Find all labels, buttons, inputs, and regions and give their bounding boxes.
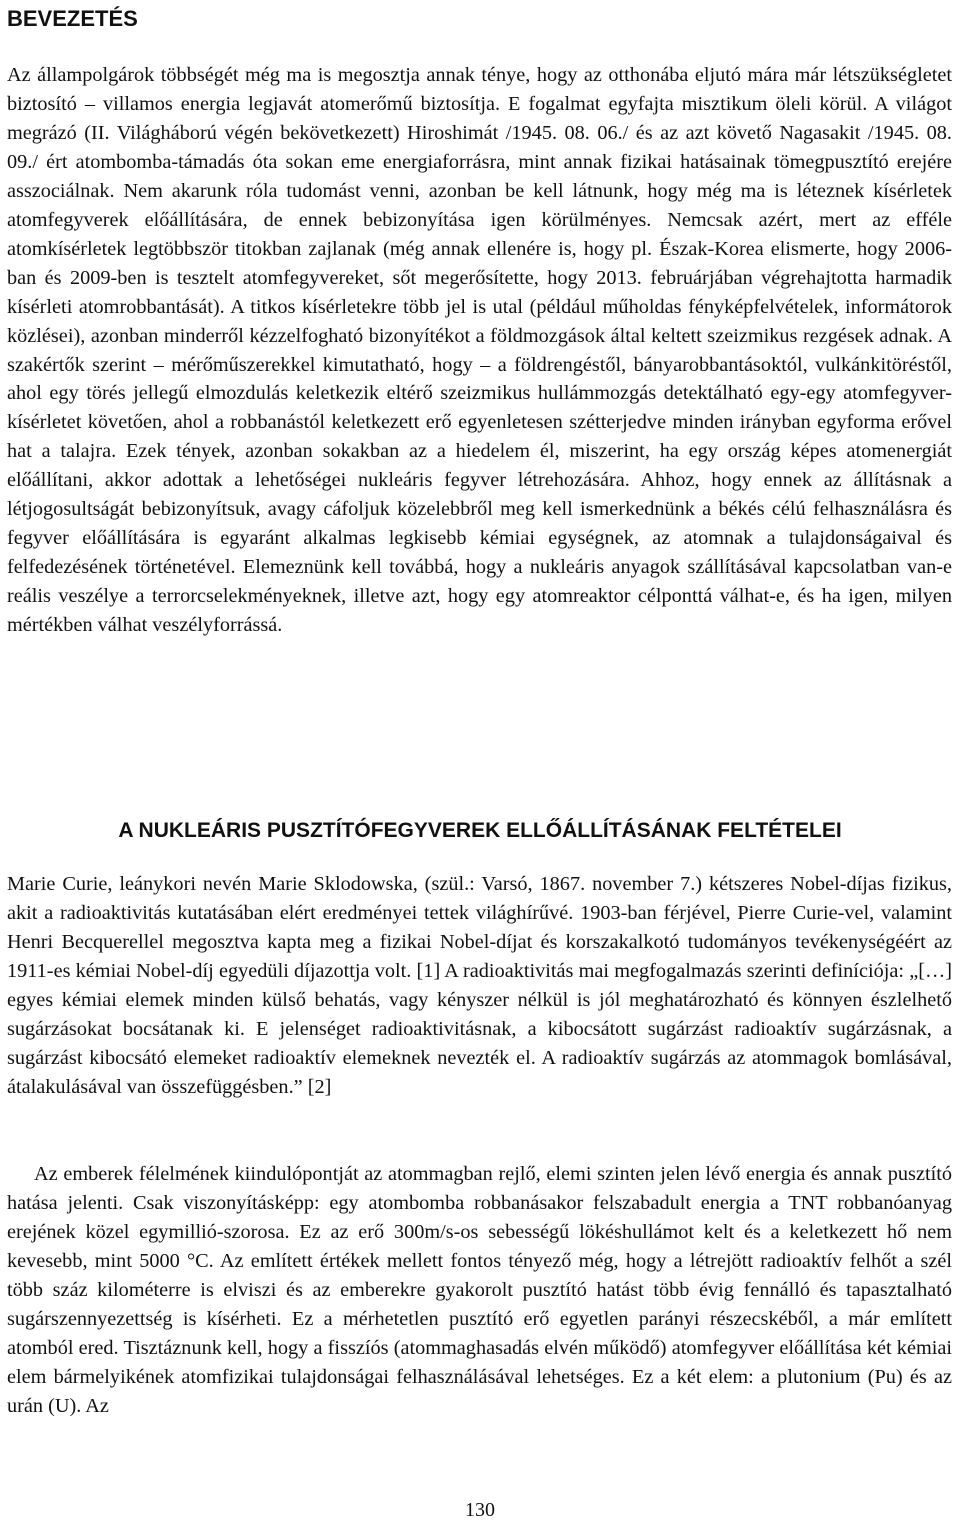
page-number: 130: [465, 1499, 495, 1521]
intro-heading: BEVEZETÉS: [7, 6, 138, 31]
section-heading: A NUKLEÁRIS PUSZTÍTÓFEGYVEREK ELLŐÁLLÍTÁSÁNAK FELTÉTELEI: [118, 819, 842, 842]
section-paragraph-1: Marie Curie, leánykori nevén Marie Sklodowska, (szül.: Varsó, 1867. november 7.) kétszeres Nobel-díjas fizikus, akit a radioaktivitás kutatásában elért eredményei tettek világhírűvé. 1903-ban férjével, Pierre Curie-vel, valamint Henri Becquerellel megosztva kapta meg a fizikai Nobel-díjat és korszakalkotó tudományos tevékenységéért az 1911-es kémiai Nobel-díj egyedüli díjazottja volt. [1] A radioaktivitás mai megfogalmazás szerinti definíciója: „[…] egyes kémiai elemek minden külső behatás, vagy kényszer nélkül is jól meghatározható és könnyen észlelhető sugárzásokat bocsátanak ki. E jelenséget radioaktivitásnak, a kibocsátott sugárzást radioaktív sugárzásnak, a sugárzást kibocsátó elemeket radioaktív elemeknek nevezték el. A radioaktív sugárzás az atommagok bomlásával, átalakulásával van összefüggésben.” [2]: [7, 873, 952, 1098]
intro-paragraph: Az állampolgárok többségét még ma is megosztja annak ténye, hogy az otthonába eljutó mára már létszükségletet biztosító – villamos energia legjavát atomerőmű biztosítja. E fogalmat egyfajta misztikum öleli körül. A világot megrázó (II. Világháború végén bekövetkezett) Hiroshimát /1945. 08. 06./ és az azt követő Nagasakit /1945. 08. 09./ ért atombomba-támadás óta sokan eme energiaforrásra, mint annak fizikai hatásainak tömegpusztító erejére asszociálnak. Nem akarunk róla tudomást venni, azonban be kell látnunk, hogy még ma is léteznek kísérletek atomfegyverek előállítására, de ennek bebizonyítása igen körülményes. Nemcsak azért, mert az efféle atomkísérletek legtöbbször titokban zajlanak (még annak ellenére is, hogy pl. Észak-Korea elismerte, hogy 2006-ban és 2009-ben is tesztelt atomfegyvereket, sőt megerősítette, hogy 2013. februárjában végrehajtotta harmadik kísérleti atomrobbantását). A titkos kísérletekre több jel is utal (például műholdas fényképfelvételek, informátorok közlései), azonban minderről kézzelfogható bizonyítékot a földmozgások által keltett szeizmikus rezgések adnak. A szakértők szerint – mérőműszerekkel kimutatható, hogy – a földrengéstől, bányarobbantásoktól, vulkánkitöréstől, ahol egy törés jellegű elmozdulás keletkezik eltérő szeizmikus hullámmozgás detektálható egy-egy atomfegyver-kísérletet követően, ahol a robbanástól keletkezett erő egyenletesen szétterjedve minden irányban egyforma erővel hat a talajra. Ezek tények, azonban sokakban az a hiedelem él, miszerint, ha egy ország képes atomenergiát előállítani, akkor adottak a lehetőségei nukleáris fegyver létrehozására. Ahhoz, hogy ennek az állításnak a létjogosultságát bebizonyítsuk, avagy cáfoljuk közelebbről meg kell ismerkednünk a békés célú felhasználásra és fegyver előállítására is egyaránt alkalmas legkisebb kémiai egységnek, az atomnak a tulajdonságaival és felfedezésének történetével. Elemeznünk kell továbbá, hogy a nukleáris anyagok szállításával kapcsolatban van-e reális veszélye a terrorcselekményeknek, illetve azt, hogy egy atomreaktor célponttá válhat-e, és ha igen, milyen mértékben válhat veszélyforrássá.: [7, 64, 952, 637]
section-paragraph-2: Az emberek félelmének kiindulópontját az atommagban rejlő, elemi szinten jelen lévő energia és annak pusztító hatása jelenti. Csak viszonyításképp: egy atombomba robbanásakor felszabadult energia a TNT robbanóanyag erejének közel egymillió-szorosa. Ez az erő 300m/s-os sebességű lökéshullámot kelt és a keletkezett hő nem kevesebb, mint 5000 °C. Az említett értékek mellett fontos tényező még, hogy a létrejött radioaktív felhőt a szél több száz kilométerre is elviszi és az emberekre gyakorolt pusztító hatást több évig fennálló és tapasztalható sugárszennyezettség is kísérheti. Ez a mérhetetlen pusztító erő egyetlen parányi részecskéből, a már említett atomból ered. Tisztáznunk kell, hogy a fisszíós (atommaghasadás elvén működő) atomfegyver előállítása két kémiai elem bármelyikének atomfizikai tulajdonságai felhasználásával lehetséges. Ez a két elem: a plutonium (Pu) és az urán (U). Az: [7, 1163, 952, 1417]
